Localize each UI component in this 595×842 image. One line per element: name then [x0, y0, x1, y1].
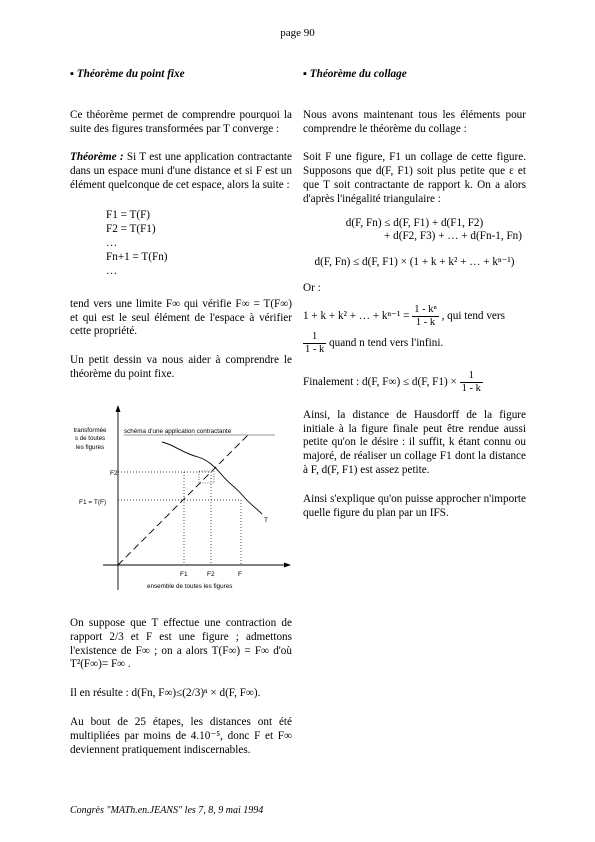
label-f1: F1 = T(F)	[79, 499, 107, 506]
paragraph-intro: Ce théorème permet de comprendre pourquoi la suite des figures transformées par T converge :	[70, 108, 292, 135]
left-column-bottom	[70, 617, 292, 757]
equation-final: Finalement : d(F, F∞) ≤ d(F, F1) × $\frac{1}{1 - k}$	[303, 369, 481, 394]
x-tick-f: F	[238, 571, 242, 578]
equation-limit: $\frac{1}{1 - k}$ quand n tend vers l'infini.	[305, 330, 444, 355]
x-axis-label: ensemble de toutes les figures	[147, 583, 233, 590]
fraction-limit: $\frac{1}{1 - k}$	[305, 330, 325, 355]
y-axis-label: s de toutes	[74, 435, 106, 442]
sequence-item: …	[106, 236, 118, 249]
heading-collage: ▪ Théorème du collage	[303, 68, 526, 82]
paragraph-collage-intro: Nous avons maintenant tous les éléments pour comprendre le théorème du collage :	[303, 108, 526, 135]
theorem-text: Si T est une application contractante dans un espace muni d'une distance et si F est un élément quelconque de cet espace, alors la suite :	[70, 151, 292, 191]
theorem-label: Théorème :	[70, 151, 124, 164]
equation-triangle-2: + d(F2, F3) + … + d(Fn-1, Fn)	[384, 230, 522, 243]
paragraph-result: Il en résulte : d(Fn, F∞)≤(2/3)ⁿ × d(F, F∞).	[70, 687, 261, 700]
theorem-statement	[70, 151, 292, 192]
paragraph-ifs: Ainsi s'explique qu'on puisse approcher n'importe quelle figure du plan par un IFS.	[303, 492, 526, 519]
x-tick-f2: F2	[207, 571, 215, 578]
diagram-title: schéma d'une application contractante	[124, 428, 232, 435]
footer: Congrès "MATh.en.JEANS" les 7, 8, 9 mai 1994	[70, 805, 264, 816]
paragraph-limit: tend vers une limite F∞ qui vérifie F∞ = T(F∞) et qui est le seul élément de l'espace à vérifier cette propriété.	[70, 297, 292, 338]
y-axis-label: les figures	[75, 444, 105, 451]
x-tick-f1: F1	[180, 571, 188, 578]
y-axis-label: transformée	[73, 427, 107, 434]
paragraph-assumption: On suppose que T effectue une contraction de rapport 2/3 et F est une figure ; admettons l'existence de F∞ ; on a alors T(F∞) = F∞ d'où T²(F∞)= F∞ .	[70, 617, 292, 671]
paragraph-drawing: Un petit dessin va nous aider à comprendre le théorème du point fixe.	[70, 354, 292, 380]
fraction-sum: $\frac{\text{1 - kⁿ}}{1 - k}$	[414, 303, 437, 328]
left-column	[70, 68, 292, 382]
sequence-item: Fn+1 = T(Fn)	[106, 250, 168, 263]
heading-fixed-point: ▪ Théorème du point fixe	[70, 68, 292, 82]
sequence-list	[106, 208, 292, 278]
paragraph-collage-setup: Soit F une figure, F1 un collage de cette figure. Supposons que d(F, F1) soit plus petite que ε et que T soit contractante de rapport k. On a alors d'après l'inégalité triangulaire :	[303, 151, 526, 205]
label-f2: F2	[110, 470, 118, 477]
paragraph-hausdorff: Ainsi, la distance de Hausdorff de la figure initiale à la figure finale peut être rendue aussi petite qu'on le désire : il suffit, k étant connu ou majoré, de réaliser un collage F1 dont la distance à F, d(F, F1) est assez petite.	[303, 408, 526, 476]
equation-triangle-1: d(F, Fn) ≤ d(F, F1) + d(F1, F2)	[345, 216, 484, 229]
label-t: T	[264, 517, 268, 524]
right-column	[303, 68, 526, 520]
equation-geometric: d(F, Fn) ≤ d(F, F1) × (1 + k + k² + … + kⁿ⁻¹)	[314, 256, 515, 269]
page-number: page 90	[280, 27, 315, 39]
paragraph-conclusion: Au bout de 25 étapes, les distances ont été multipliées par moins de 4.10⁻⁵, donc F et F∞ deviennent pratiquement indiscernables.	[70, 715, 292, 756]
fraction-final: $\frac{1}{1 - k}$	[461, 369, 481, 394]
sequence-item: …	[106, 264, 118, 277]
contraction-diagram	[70, 405, 295, 595]
sequence-item: F2 = T(F1)	[106, 222, 156, 235]
label-or: Or :	[303, 281, 321, 294]
contraction-curve	[162, 442, 262, 514]
sequence-item: F1 = T(F)	[106, 208, 151, 221]
equation-sum: 1 + k + k² + … + kⁿ⁻¹ = $\frac{\text{1 - kⁿ}}{1 - k}$ , qui tend vers	[303, 303, 505, 328]
